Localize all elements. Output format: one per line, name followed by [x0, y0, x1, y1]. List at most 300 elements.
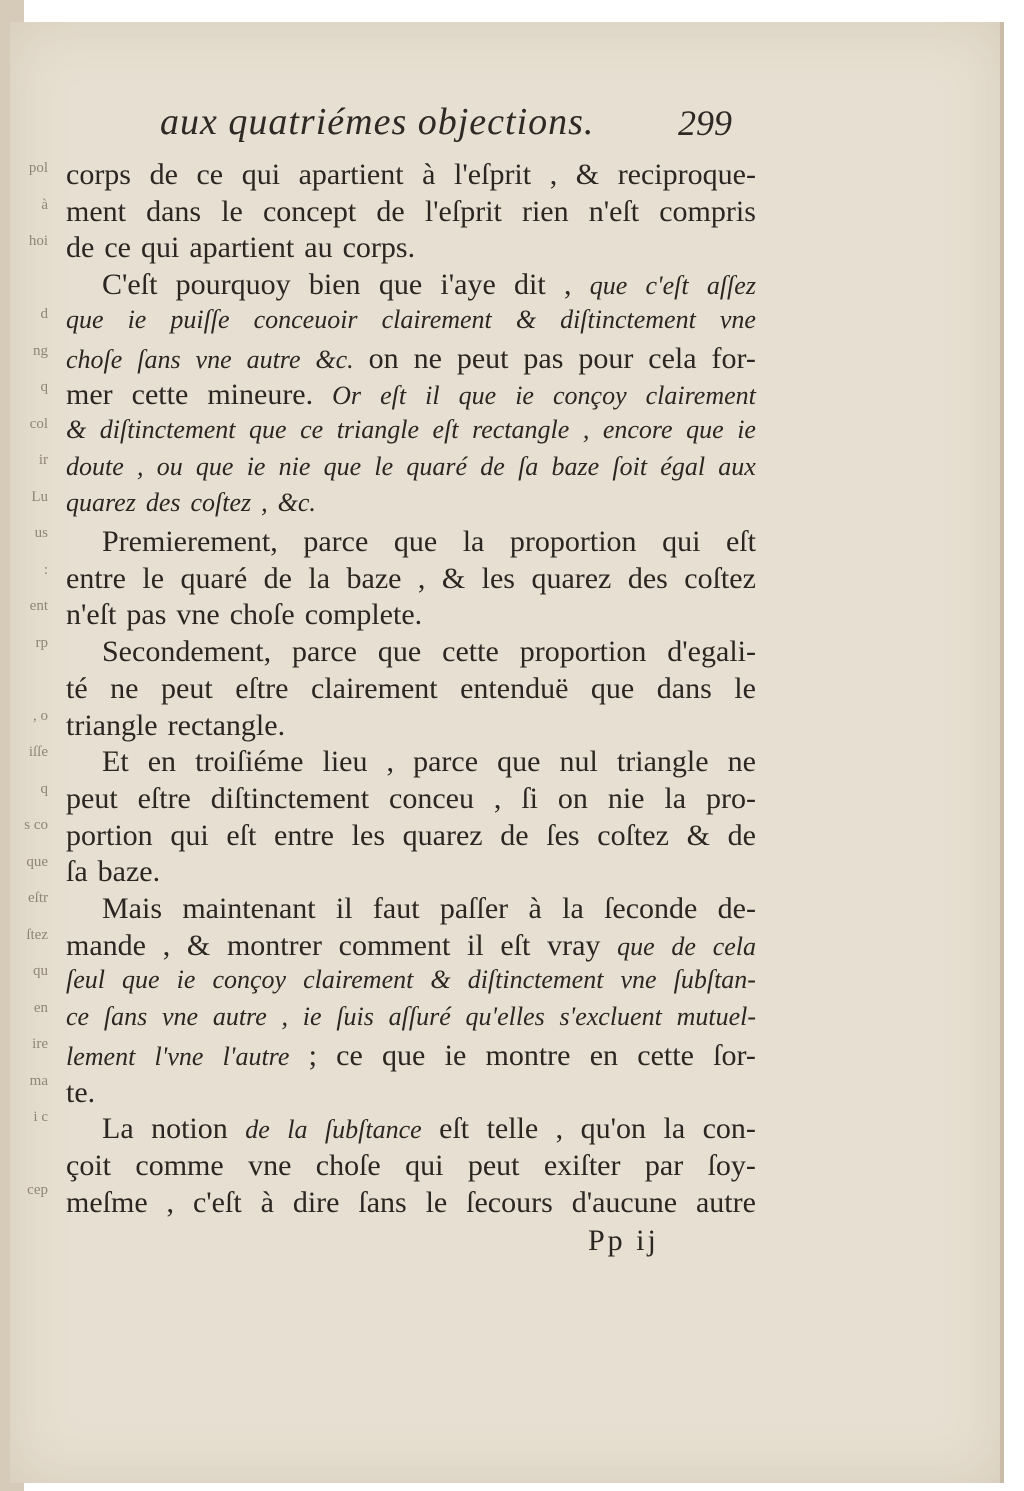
text-line	[66, 562, 756, 596]
italic-word: ie	[515, 381, 534, 411]
word: &	[441, 561, 466, 595]
word: ne	[413, 341, 442, 375]
word: d'egali-	[667, 635, 756, 669]
word: ,	[549, 158, 558, 191]
italic-word: ſubſtance	[324, 1115, 422, 1145]
bleed-fragment: ent	[29, 598, 48, 614]
word: cette	[442, 635, 499, 669]
bleed-fragment: cep	[27, 1182, 48, 1198]
running-head: aux quatriémes objections.	[160, 101, 595, 143]
word: vne	[176, 598, 220, 632]
word: de	[376, 194, 405, 228]
word: que	[393, 525, 438, 558]
italic-word: la	[287, 1115, 308, 1145]
bleed-fragment: us	[34, 525, 48, 541]
word: le	[221, 194, 243, 228]
italic-word: cela	[712, 931, 756, 961]
italic-word: Or	[332, 381, 362, 411]
word: ſor-	[713, 1038, 756, 1072]
italic-word: que	[249, 414, 287, 444]
text-line	[66, 415, 756, 445]
signature-mark: Pp ij	[588, 1224, 659, 1257]
word: eſt	[226, 818, 257, 852]
word: pro-	[705, 781, 756, 815]
word: pas	[523, 341, 564, 375]
word: complete.	[304, 598, 423, 632]
text-line	[66, 709, 756, 743]
italic-word: le	[374, 451, 394, 481]
text-line	[102, 635, 756, 669]
italic-word: ,	[261, 488, 268, 518]
word: parce	[292, 635, 357, 669]
text-line	[102, 892, 756, 926]
bleed-fragment: i c	[33, 1109, 48, 1125]
bleed-fragment: col	[29, 415, 48, 432]
italic-word: ie	[302, 1002, 322, 1032]
italic-word: rectangle	[472, 414, 570, 444]
text-line	[66, 672, 756, 706]
word: coſtez	[597, 818, 669, 852]
text-line	[66, 195, 756, 229]
bleed-fragment: q	[40, 379, 48, 395]
bleed-fragment: en	[33, 999, 48, 1016]
italic-word: égal	[660, 451, 706, 481]
word: ce	[196, 158, 224, 191]
bleed-fragment: eſtr	[28, 890, 48, 906]
word: apartient	[189, 231, 295, 265]
word: à	[260, 1185, 274, 1219]
bleed-fragment: que	[26, 853, 48, 870]
word: de	[263, 561, 292, 595]
word: bien	[308, 268, 361, 302]
word: triangle	[66, 708, 158, 742]
word: clairement	[311, 671, 438, 705]
word: on	[557, 781, 588, 815]
italic-word: aux	[718, 451, 756, 481]
word: eſt	[439, 1112, 470, 1146]
word: choſe	[229, 598, 295, 632]
bleed-fragment: Lu	[31, 488, 48, 505]
word: dans	[656, 671, 712, 705]
italic-word: que	[122, 965, 160, 995]
italic-word: mutuel-	[676, 1002, 756, 1032]
italic-word: l'autre	[222, 1041, 290, 1071]
word: entre	[274, 818, 334, 852]
italic-word: &c.	[315, 344, 354, 374]
word: &	[686, 818, 710, 852]
word: qu'on	[580, 1112, 647, 1146]
word: triangle	[616, 745, 709, 779]
word: coſtez	[684, 561, 756, 595]
italic-word: ce	[66, 1002, 90, 1032]
bleed-fragment: à	[41, 196, 48, 213]
word: cela	[648, 341, 697, 375]
word: peut	[467, 1148, 520, 1182]
italic-word: vne	[161, 1002, 199, 1032]
italic-word: ſuis	[336, 1002, 374, 1032]
word: Premierement,	[102, 525, 278, 558]
italic-word: ſans	[103, 1002, 148, 1032]
word: qui	[241, 158, 281, 191]
word: peut	[161, 671, 213, 705]
italic-word: vne	[620, 965, 657, 995]
word: quarez	[402, 818, 483, 852]
italic-word: aſſuré	[388, 1002, 451, 1032]
word: ſoy-	[707, 1148, 756, 1182]
italic-word: l'vne	[154, 1041, 204, 1071]
word: pour	[578, 341, 634, 375]
text-line	[66, 342, 756, 376]
word: Secondement,	[102, 635, 272, 669]
word: apartient	[298, 158, 404, 191]
word: ,	[386, 745, 395, 779]
italic-word: ,	[582, 414, 590, 444]
word: en	[147, 745, 177, 779]
word: ,	[162, 928, 171, 962]
word: telle	[486, 1112, 539, 1146]
word: Mais	[102, 892, 162, 925]
bleed-fragment: hoi	[28, 233, 48, 249]
italic-word: diſtinctement	[467, 965, 604, 995]
word: la	[663, 1112, 686, 1146]
italic-word: ſa	[518, 451, 539, 481]
word: que	[590, 671, 635, 705]
bleed-fragment: q	[40, 780, 48, 797]
word: baze.	[97, 855, 161, 889]
word: qui	[405, 1148, 444, 1182]
text-line	[66, 1076, 756, 1110]
word: conceu	[389, 781, 474, 815]
italic-word: nie	[278, 451, 311, 481]
word: l'eſprit	[454, 158, 532, 191]
word: entenduë	[460, 671, 569, 705]
text-line	[66, 378, 756, 412]
word: ſi	[521, 781, 538, 815]
word: mineure.	[207, 378, 314, 412]
word: le	[734, 671, 756, 705]
word: ſans	[358, 1185, 407, 1219]
word: la	[308, 561, 331, 595]
word: for-	[711, 341, 756, 375]
word: rectangle.	[167, 708, 286, 742]
word: de	[66, 231, 95, 265]
italic-word: &	[66, 414, 87, 444]
word: parce	[413, 745, 479, 779]
italic-word: des	[145, 488, 181, 518]
text-line	[66, 819, 756, 853]
word: ce	[104, 231, 131, 265]
italic-word: clairement	[645, 381, 756, 411]
word: corps.	[342, 231, 416, 265]
bleed-fragment: :	[43, 561, 48, 578]
bleed-fragment: ire	[32, 1036, 48, 1052]
word: maintenant	[182, 892, 316, 925]
italic-word: puiſſe	[170, 304, 230, 334]
word: eſtre	[235, 671, 289, 705]
word: que	[497, 745, 541, 779]
word: on	[368, 341, 399, 375]
word: faut	[372, 892, 420, 925]
word: vne	[248, 1148, 292, 1182]
word: çoit	[66, 1148, 111, 1182]
word: ,	[493, 781, 502, 815]
italic-word: encore	[602, 414, 673, 444]
word: diſtinctement	[210, 781, 370, 815]
italic-word: qu'elles	[465, 1002, 545, 1032]
word: qui	[170, 818, 209, 852]
italic-word: &	[515, 304, 537, 334]
italic-word: ,	[136, 451, 144, 481]
text-line	[66, 158, 756, 192]
word: ſes	[546, 818, 580, 852]
text-line	[66, 231, 756, 265]
word: c'eſt	[192, 1185, 242, 1219]
word: comment	[338, 928, 451, 962]
italic-word: que	[323, 451, 362, 481]
word: de	[500, 818, 529, 852]
word: de	[149, 158, 178, 191]
italic-word: conçoy	[552, 381, 627, 411]
bleed-fragment: rp	[35, 634, 48, 651]
page-edge	[1000, 22, 1004, 1483]
text-line	[102, 1112, 756, 1146]
word: les	[481, 561, 515, 595]
word: dire	[292, 1185, 340, 1219]
word: eſtre	[137, 781, 191, 815]
text-line	[66, 1039, 756, 1073]
text-line	[66, 782, 756, 816]
italic-word: vne	[195, 344, 232, 374]
word: de-	[717, 892, 756, 925]
word: Et	[102, 745, 129, 779]
italic-word: ie	[127, 304, 147, 334]
text-line	[66, 1149, 756, 1183]
word: n'eſt	[66, 598, 117, 632]
italic-word: ie	[737, 414, 756, 444]
word: qui	[662, 525, 701, 558]
word: C'eſt	[102, 268, 158, 302]
italic-word: de	[245, 1115, 270, 1145]
word: des	[627, 561, 668, 595]
word: par	[644, 1148, 684, 1182]
word: autre	[695, 1185, 756, 1219]
italic-word: diſtinctement	[99, 414, 236, 444]
word: au	[304, 231, 333, 265]
italic-word: clairement	[381, 304, 492, 334]
word: que	[382, 1038, 426, 1072]
italic-word: ie	[246, 451, 266, 481]
italic-word: lement	[66, 1041, 136, 1071]
italic-word: &	[430, 965, 451, 995]
text-line	[102, 268, 756, 302]
word: te.	[66, 1075, 96, 1109]
italic-word: aſſez	[706, 271, 756, 301]
word: quarez	[531, 561, 612, 595]
word: dit	[514, 268, 546, 302]
word: ,	[563, 268, 572, 302]
italic-word: de	[671, 931, 696, 961]
word: nie	[607, 781, 645, 815]
italic-word: que	[66, 304, 104, 334]
italic-word: doute	[66, 451, 124, 481]
word: rien	[521, 194, 569, 228]
word: ment	[66, 194, 126, 228]
word: ſa	[66, 855, 88, 889]
word: nul	[559, 745, 598, 779]
word: l'eſprit	[424, 194, 502, 228]
bleed-fragment: , o	[33, 707, 48, 724]
bleed-fragment: d	[40, 306, 48, 322]
word: de	[727, 818, 756, 852]
text-line	[66, 1002, 756, 1032]
bleed-fragment: qu	[33, 963, 48, 979]
word: reciproque-	[617, 158, 756, 191]
word: ſeconde	[604, 892, 698, 925]
word: cette	[637, 1038, 694, 1072]
italic-word: eſt	[432, 414, 459, 444]
word: portion	[66, 818, 153, 852]
italic-word: ,	[281, 1002, 289, 1032]
word: meſme	[66, 1185, 148, 1219]
italic-word: conceuoir	[253, 304, 358, 334]
italic-word: que	[458, 381, 497, 411]
text-line	[66, 1186, 756, 1220]
word: ne	[727, 745, 756, 779]
word: il	[467, 928, 484, 962]
text-line	[66, 452, 756, 482]
word: ce	[336, 1038, 363, 1072]
word: peut	[66, 781, 118, 815]
page-number: 299	[678, 103, 732, 143]
italic-word: ſubſtan-	[673, 965, 756, 995]
word: con-	[702, 1112, 756, 1146]
word: mer	[66, 378, 113, 412]
word: proportion	[519, 635, 647, 669]
italic-word: c'eſt	[645, 271, 689, 301]
word: concept	[262, 194, 357, 228]
word: notion	[151, 1112, 228, 1146]
italic-word: quarez	[66, 488, 136, 518]
word: &	[186, 928, 211, 962]
word: paſſer	[439, 892, 509, 925]
word: que	[378, 268, 423, 302]
italic-word: que	[686, 414, 724, 444]
word: entre	[66, 561, 126, 595]
word: vray	[547, 928, 601, 962]
word: pourquoy	[175, 268, 291, 302]
word: eſt	[500, 928, 531, 962]
word: té	[66, 671, 88, 705]
italic-word: ſoit	[612, 451, 648, 481]
italic-word: il	[425, 381, 440, 411]
italic-word: de	[480, 451, 505, 481]
word: troiſiéme	[195, 745, 304, 779]
word: il	[335, 892, 353, 925]
italic-word: autre	[212, 1002, 267, 1032]
word: ſecours	[466, 1185, 553, 1219]
word: eſt	[725, 525, 756, 558]
italic-word: autre	[246, 344, 301, 374]
word: ,	[555, 1112, 564, 1146]
text-line	[66, 929, 756, 963]
word: que	[377, 635, 422, 669]
word: ;	[308, 1038, 317, 1072]
italic-word: ſeul	[66, 965, 105, 995]
text-line	[66, 965, 756, 995]
italic-word: ce	[300, 414, 324, 444]
italic-word: clairement	[303, 965, 414, 995]
word: exiſter	[543, 1148, 621, 1182]
word: i'aye	[440, 268, 496, 302]
word: lieu	[322, 745, 368, 779]
italic-word: conçoy	[212, 965, 287, 995]
italic-word: que	[617, 931, 655, 961]
italic-word: choſe	[66, 344, 123, 374]
word: quaré	[180, 561, 248, 595]
word: comme	[135, 1148, 224, 1182]
bleed-fragment: ma	[29, 1072, 48, 1089]
italic-word: eſt	[380, 381, 407, 411]
bleed-fragment: ng	[33, 342, 48, 359]
bleed-fragment: iſſe	[28, 744, 48, 760]
word: ie	[444, 1038, 467, 1072]
word: les	[351, 818, 385, 852]
word: La	[102, 1112, 134, 1146]
word: à	[422, 158, 436, 191]
word: la	[664, 781, 687, 815]
word: montre	[485, 1038, 571, 1072]
word: mande	[66, 928, 146, 962]
word: ,	[417, 561, 426, 595]
word: proportion	[509, 525, 637, 558]
text-line	[66, 855, 756, 889]
italic-word: ſans	[137, 344, 181, 374]
italic-word: &c.	[277, 488, 316, 518]
word: parce	[303, 525, 369, 558]
word: qui	[140, 231, 180, 265]
word: à	[528, 892, 542, 925]
word: corps	[66, 158, 131, 191]
italic-word: coſtez	[190, 488, 252, 518]
word: baze	[346, 561, 402, 595]
italic-word: ou	[156, 451, 183, 481]
word: &	[575, 158, 600, 191]
word: d'aucune	[571, 1185, 678, 1219]
text-line	[66, 305, 756, 335]
text-line	[102, 745, 756, 779]
italic-word: s'excluent	[559, 1002, 662, 1032]
text-line	[66, 488, 756, 518]
text-line	[66, 598, 756, 632]
bleed-fragment: ſtez	[26, 926, 48, 943]
word: choſe	[315, 1148, 381, 1182]
text-line	[102, 525, 756, 559]
word: dans	[146, 194, 202, 228]
word: pas	[126, 598, 167, 632]
italic-word: ie	[176, 965, 196, 995]
word: le	[425, 1185, 448, 1219]
word: la	[462, 525, 485, 558]
word: montrer	[226, 928, 322, 962]
word: le	[142, 561, 165, 595]
italic-word: baze	[551, 451, 600, 481]
bleed-fragment: s co	[24, 817, 48, 833]
italic-word: quaré	[406, 451, 468, 481]
word: compris	[659, 194, 756, 228]
bleed-fragment: ir	[38, 452, 48, 468]
italic-word: vne	[719, 304, 756, 334]
word: n'eſt	[588, 194, 640, 228]
